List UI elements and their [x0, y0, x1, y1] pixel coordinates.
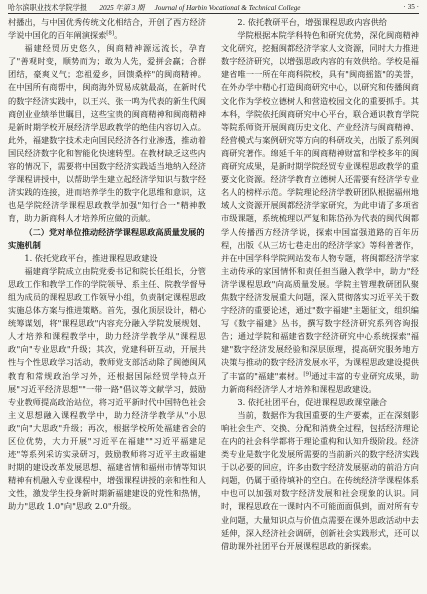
left-column — [8, 16, 206, 592]
subsection-heading: 2. 依托教研平台，增强课程思政内容供给 — [237, 17, 387, 27]
citation-ref: [9] — [303, 370, 312, 377]
header-rule — [8, 13, 419, 14]
paragraph: 村播出，与中国优秀传统文化相结合，开创了西方经济学说中国化的百年阐演探索[8]。 — [8, 17, 206, 41]
right-column — [221, 16, 419, 592]
journal-title: 哈尔滨职业技术学院学报 — [8, 3, 88, 12]
issue-label: 2025 年第 3 期 — [99, 4, 145, 12]
paragraph: 学院根据本院学科特色和研究优势，深化闽商精神文化研究，挖掘闽都经济学家人文资源，同时大力推进数字经济研究，以增强思政内容的有效供给。学校是福建省唯一一所在年商科院校，具有"闽商摇篮"的美誉，在外办学中精心打造闽商研究中心，以研究和传播闽商文化作为学校立德树人和营造校园文化的重要抓手。其本科，学院依托闽商研究中心平台，联合通识教育学院等院系师资开展闽商历史文化、产业经济与闽商精神、经营模式与案例研究等方向的科研攻关，出版了系列闽商研究著作。绵延千年的闽商精神财富和学校多年的闽商研究成果，是新时期学院经贸专业课程思政教学的重要文化资源。经济学教育立德树人还需要有经济学专业名人的榜样示范。学院理论经济学教研团队根据福州地域人文资源开展闽都经济学家研究，为此申请了多项省市级课题，系统梳理以严复和陈岱孙为代表的闽代闽都学人传播西方经济学说，探索中国富强道路的百年历程，出版《从三坊七巷走出的经济学家》等科普著作，并在中国学科学院网站发布人物专题，将闽都经济学家主动传承的家国情怀和责任担当融入教学中，助力"经济学课程思政"向高质量发展。学院主管理教研团队聚焦数字经济发展重大问题，深入贯彻落实习近平关于数字经济的重要论述，通过"数字福建"主题征文，组织编写《数字福建》丛书，撰写数字经济研究系列咨询报告；通过学院和福建省数字经济研究中心系统探索"福建"数字经济发展经验和深层原理，提高研究服务地方决策与推动的数字经济发展水平，为课程思政建设提供了丰富的"福建"素材。[9]通过丰富的专业研究成果，助力新商科经济学人才培养和课程思政建设。 — [221, 30, 419, 394]
running-header — [8, 2, 419, 13]
paragraph: 福建商学院成立由院党委书记和院长任组长，分管思政工作和教学工作的学院领导、系主任、院教学督导组为成员的课程思政工作领导小组，负责制定课程思政实施总体方案与推进策略。首先，强化顶层设计，精心统筹谋划，将"课程思政"内容充分融入学院发展规划、人才培养和课程教学中，助力经济学教学从"课程思政"向"专业思政"升级；其次，党建科研互动，开展共性与个性思政学习活动，教师党支部活动除了闽德闽风教育和常规政治学习外，还根据国际经贸学特点开展"习近平经济思想""一带一路"倡议等文献学习，鼓励专业教师提高政治站位，将习近平新时代中国特色社会主义思想融入课程教学中，助力经济学教学从"小思政"向"大思政"升级；再次，根据学校所处福建省会的区位优势，大力开展"习近平在福建""习近平福建足迹"等系列采访实录研习，鼓励教师将习近平主政福建时期的建设改革发展思想、福建省情和福州市情等知识精神有机融入专业课程中，增强课程讲授的亲和性和人文性，激发学生投身新时期新福建建设的党性和热情，助力"思政 1.0"向"思政 2.0"升级。 — [8, 265, 206, 512]
paragraph: 当前，数据作为我国重要的生产要素，正在深刻影响社会生产、交换、分配和消费全过程，包括经济理论在内的社会科学都将于理论重构和认知升级阶段。经济类专业是数字化发展所需要的当前新兴的数字经济实践于以必要的回应，许多由数字经济发展驱动的前沿方向问题，仍属于亟待填补的空白。在传统经济学课程体系中也可以加强对数字经济发展和社会现象的认识。同时，课程思政在一课时内不可能面面俱到，面对所有专业问题，大量知识点与价值点需要在课外思政活动中去延伸，深入经济社会调研，创新社会实践形式，还可以借助课外社团平台开展课程思政的新探索。 — [221, 409, 419, 551]
subsection-heading: 1. 依托党政平台，推进课程思政建设 — [24, 252, 158, 263]
section-heading: （二）党对单位推动经济学课程思政高质量发展的实施机制 — [8, 226, 205, 250]
page-number: · 35 · — [403, 3, 419, 11]
subsection-heading: 3. 依托社团平台，促进课程思政课堂融合 — [237, 396, 387, 407]
citation-ref: [8] — [106, 30, 115, 37]
journal-english-title: Journal of Harbin Vocational & Technical College — [154, 4, 301, 12]
paragraph: 福建经贸历史悠久，闽商精神源远流长，孕育了"善观时变，顺势而为；敢为人先，爱拼会赢；合群团结，豪爽义气；恋祖爱乡，回馈桑梓"的闽商精神。在中国所有商帮中，闽商海外贸易成就最高，在新时代的数字经济实践中，以王兴、张一鸣为代表的新生代闽商创业业绩举世瞩目，这些宝贵的闽商精神和闽商精神是新时期学校开展经济学思政教学的绝佳内容切入点。此外，福建数字技术走向国民经济各行业渗透，推动着国民经济数字化和智能化快速转型。在教材缺乏这些内容的情况下，需要将中国数字经济实践适当地纳入经济学课程讲授中，以帮助学生建立起经济学知识与数字经济实践的连接，进而培养学生的数字化思维和意识，这也是学院经济学课程思政教学加强"知行合一"精神教育，助力新商科人才培养所应做的贡献。 — [8, 43, 206, 224]
